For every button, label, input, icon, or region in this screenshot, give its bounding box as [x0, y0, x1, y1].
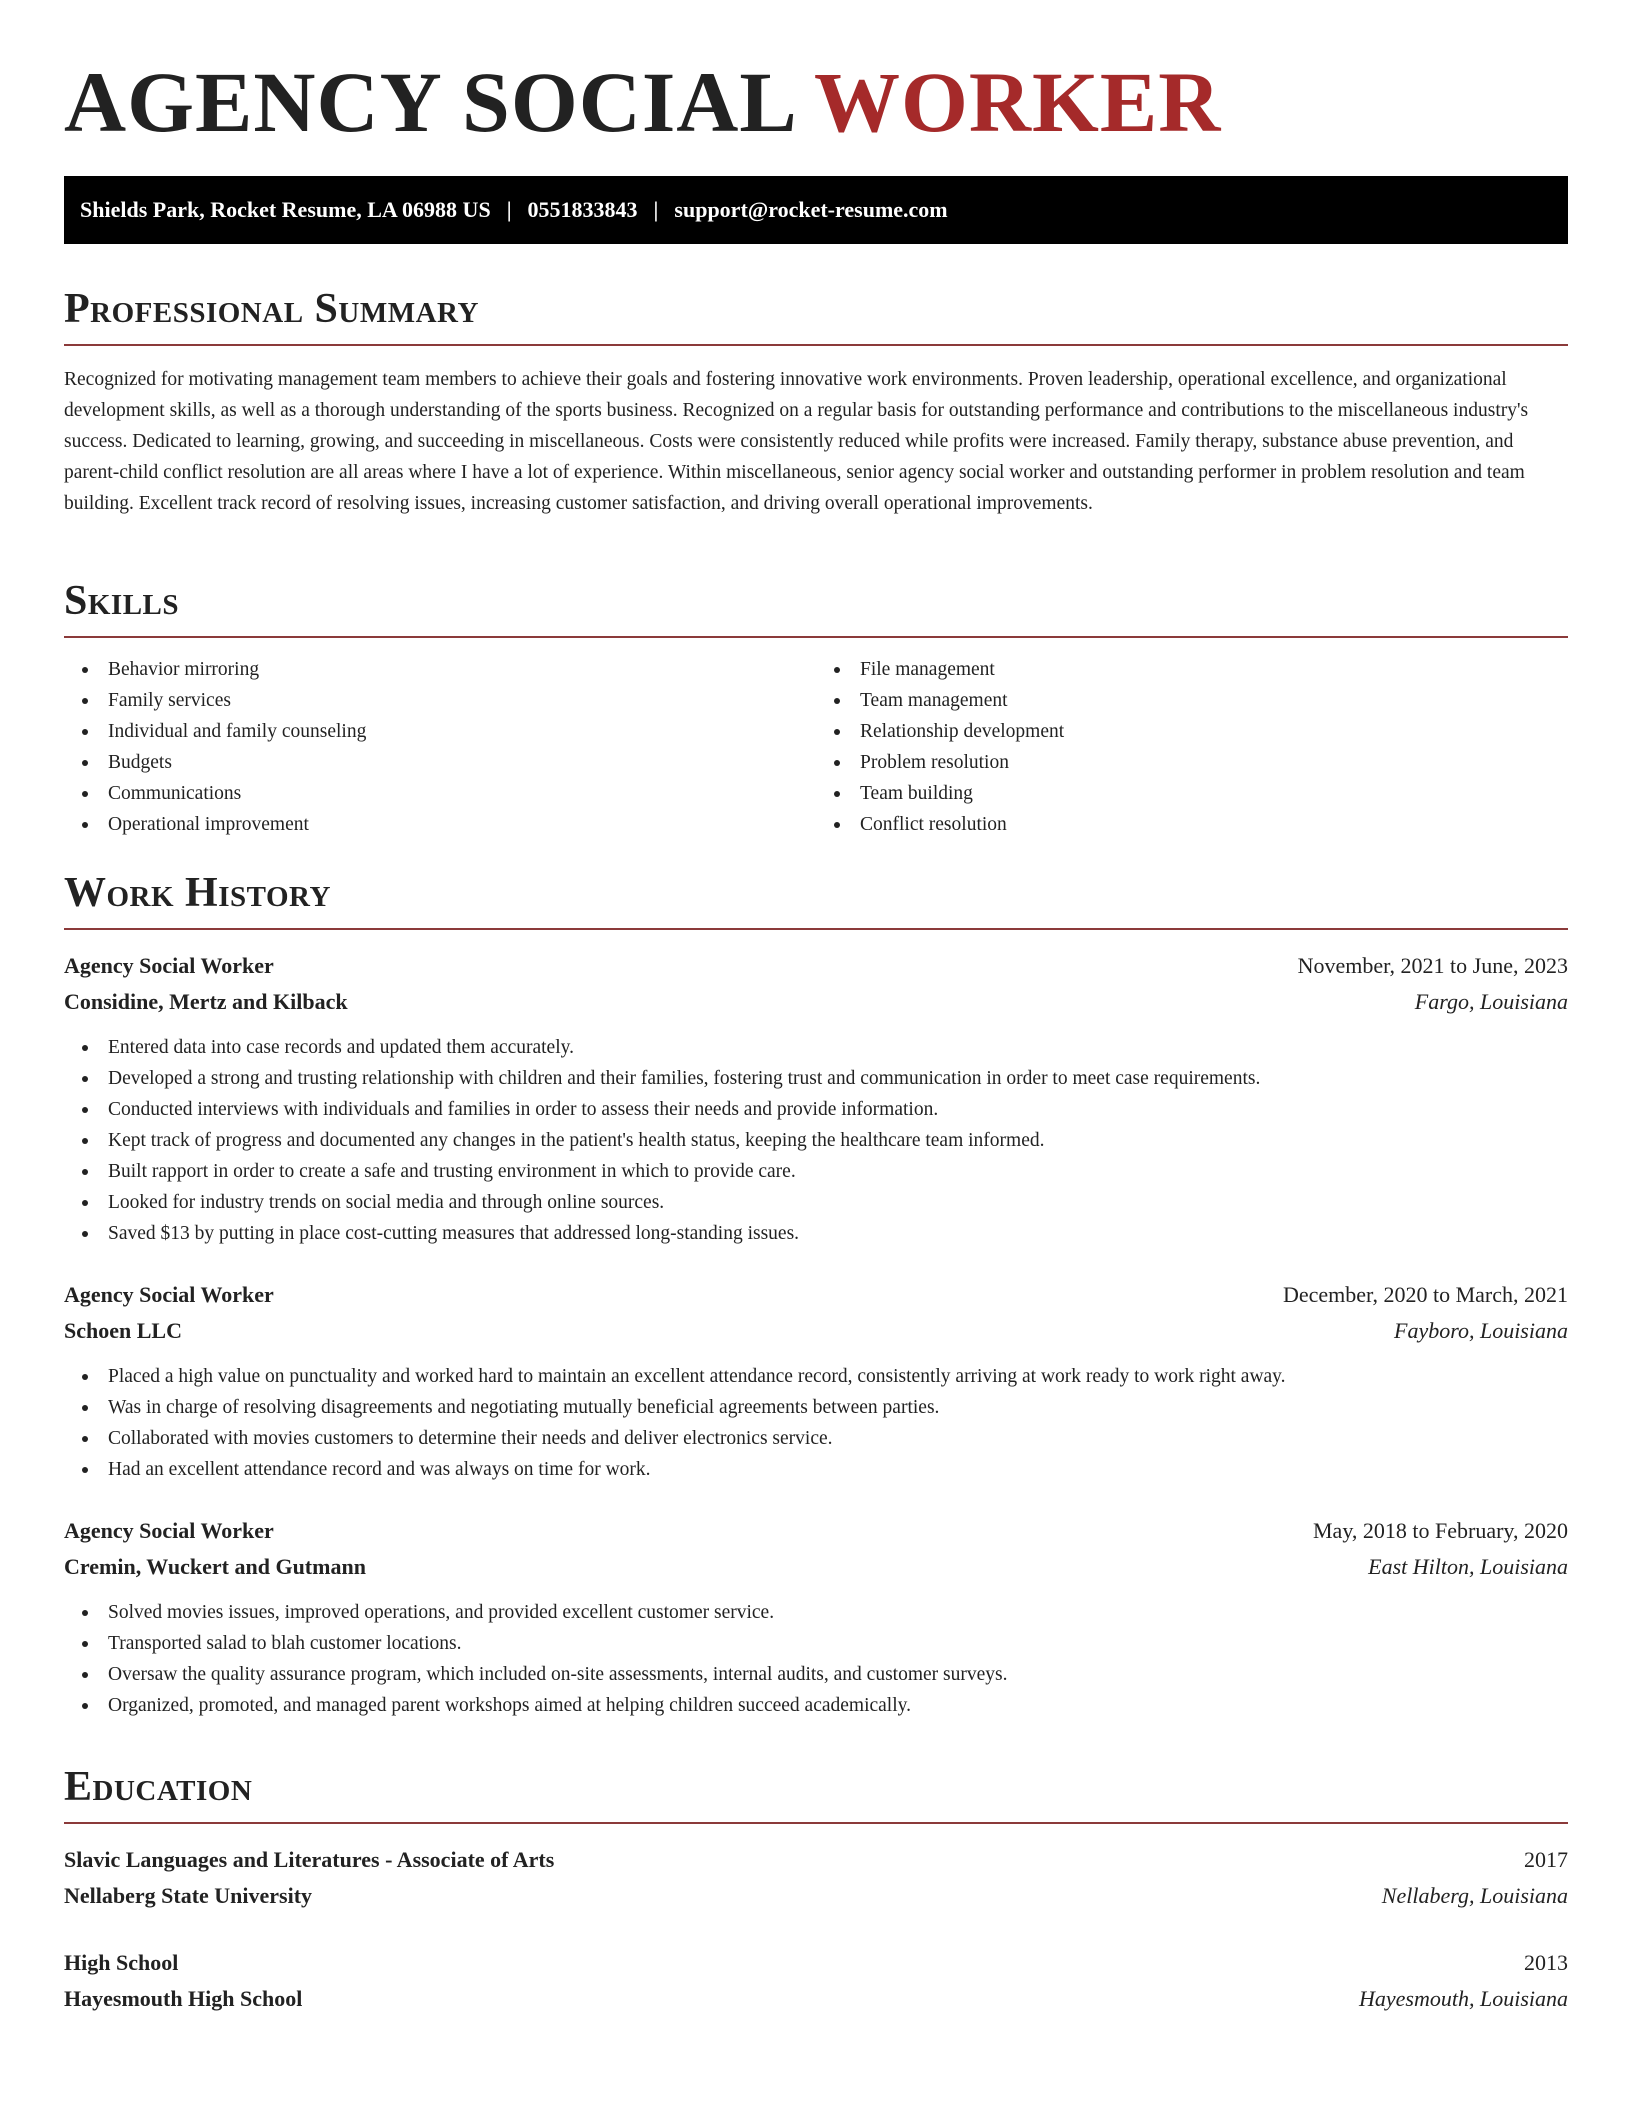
skill-item: Conflict resolution: [860, 809, 1568, 840]
job-dates: May, 2018 to February, 2020: [1313, 1518, 1568, 1543]
job-entry: [64, 1277, 1568, 1485]
skill-item: Behavior mirroring: [108, 654, 816, 685]
job-bullets: [64, 1032, 1568, 1249]
section-divider: [64, 636, 1568, 638]
contact-email: support@rocket-resume.com: [674, 197, 948, 222]
job-bullets: [64, 1361, 1568, 1485]
resume-title: [64, 52, 1221, 152]
job-bullet: Kept track of progress and documented any changes in the patient's health status, keeping the healthcare team informed.: [108, 1125, 1568, 1156]
skill-item: Budgets: [108, 747, 816, 778]
education-degree-row: [64, 1945, 1568, 1981]
skill-item: Team management: [860, 685, 1568, 716]
skill-item: Family services: [108, 685, 816, 716]
summary-section: [64, 282, 1568, 519]
contact-bar: [64, 176, 1568, 244]
job-title: Agency Social Worker: [64, 953, 274, 978]
job-header-row: [64, 1513, 1568, 1549]
title-part-1: AGENCY SOCIAL: [64, 54, 794, 150]
job-bullet: Was in charge of resolving disagreements and negotiating mutually beneficial agreements between parties.: [108, 1392, 1568, 1423]
job-entry: [64, 948, 1568, 1249]
education-school-row: [64, 1981, 1568, 2017]
skills-list-left: [64, 654, 816, 840]
contact-phone: 0551833843: [527, 197, 638, 222]
section-divider: [64, 344, 1568, 346]
job-bullet: Conducted interviews with individuals and families in order to assess their needs and provide information.: [108, 1094, 1568, 1125]
education-degree: Slavic Languages and Literatures - Associate of Arts: [64, 1847, 555, 1872]
skill-item: Relationship development: [860, 716, 1568, 747]
skills-section: [64, 574, 1568, 840]
work-history-heading: Work History: [64, 870, 331, 916]
skill-item: Problem resolution: [860, 747, 1568, 778]
job-bullet: Entered data into case records and updated them accurately.: [108, 1032, 1568, 1063]
job-location: Fayboro, Louisiana: [1394, 1318, 1568, 1343]
contact-separator: |: [653, 197, 659, 222]
title-part-2: WORKER: [813, 54, 1222, 150]
summary-heading: Professional Summary: [64, 286, 479, 332]
job-company: Considine, Mertz and Kilback: [64, 989, 348, 1014]
skills-list-right: [816, 654, 1568, 840]
skill-item: File management: [860, 654, 1568, 685]
job-header-row: [64, 1277, 1568, 1313]
job-location: East Hilton, Louisiana: [1368, 1554, 1568, 1579]
education-entry: [64, 1842, 1568, 1914]
education-entry: [64, 1945, 1568, 2017]
education-year: 2017: [1524, 1847, 1568, 1872]
job-dates: December, 2020 to March, 2021: [1282, 1282, 1568, 1307]
job-bullet: Placed a high value on punctuality and worked hard to maintain an excellent attendance record, consistently arriving at work ready to work right away.: [108, 1361, 1568, 1392]
education-school: Nellaberg State University: [64, 1883, 313, 1908]
education-school: Hayesmouth High School: [64, 1986, 303, 2011]
job-bullet: Developed a strong and trusting relationship with children and their families, fostering trust and communication in order to meet case requirements.: [108, 1063, 1568, 1094]
job-location: Fargo, Louisiana: [1414, 989, 1568, 1014]
skills-columns: [64, 654, 1568, 840]
job-company: Cremin, Wuckert and Gutmann: [64, 1554, 366, 1579]
job-bullet: Saved $13 by putting in place cost-cutting measures that addressed long-standing issues.: [108, 1218, 1568, 1249]
job-company-row: [64, 1313, 1568, 1349]
contact-separator: |: [506, 197, 512, 222]
job-dates: November, 2021 to June, 2023: [1297, 953, 1568, 978]
summary-text: Recognized for motivating management team members to achieve their goals and fostering innovative work environments. Proven leadership, operational excellence, and organizational development skills, as well as a thorough understanding of the sports business. Recognized on a regular basis for outstanding performance and contributions to the miscellaneous industry's success. Dedicated to learning, growing, and succeeding in miscellaneous. Costs were consistently reduced while profits were increased. Family therapy, substance abuse prevention, and parent-child conflict resolution are all areas where I have a lot of experience. Within miscellaneous, senior agency social worker and outstanding performer in problem resolution and team building. Excellent track record of resolving issues, increasing customer satisfaction, and driving overall operational improvements.: [64, 369, 1529, 514]
job-company: Schoen LLC: [64, 1318, 182, 1343]
job-bullet: Looked for industry trends on social media and through online sources.: [108, 1187, 1568, 1218]
education-degree-row: [64, 1842, 1568, 1878]
contact-address: Shields Park, Rocket Resume, LA 06988 US: [80, 197, 491, 222]
job-company-row: [64, 1549, 1568, 1585]
skill-item: Communications: [108, 778, 816, 809]
section-divider: [64, 1822, 1568, 1824]
job-entry: [64, 1513, 1568, 1721]
job-bullet: Organized, promoted, and managed parent workshops aimed at helping children succeed academically.: [108, 1690, 1568, 1721]
education-degree: High School: [64, 1950, 179, 1975]
job-header-row: [64, 948, 1568, 984]
job-bullet: Had an excellent attendance record and was always on time for work.: [108, 1454, 1568, 1485]
job-bullet: Solved movies issues, improved operations, and provided excellent customer service.: [108, 1597, 1568, 1628]
education-section: [64, 1760, 1568, 2017]
section-divider: [64, 928, 1568, 930]
skill-item: Individual and family counseling: [108, 716, 816, 747]
job-bullet: Collaborated with movies customers to determine their needs and deliver electronics service.: [108, 1423, 1568, 1454]
job-bullet: Transported salad to blah customer locations.: [108, 1628, 1568, 1659]
skill-item: Team building: [860, 778, 1568, 809]
job-bullet: Oversaw the quality assurance program, which included on-site assessments, internal audits, and customer surveys.: [108, 1659, 1568, 1690]
job-title: Agency Social Worker: [64, 1518, 274, 1543]
skill-item: Operational improvement: [108, 809, 816, 840]
education-location: Hayesmouth, Louisiana: [1359, 1986, 1568, 2011]
job-bullet: Built rapport in order to create a safe and trusting environment in which to provide care.: [108, 1156, 1568, 1187]
skills-heading: Skills: [64, 578, 180, 624]
job-company-row: [64, 984, 1568, 1020]
job-bullets: [64, 1597, 1568, 1721]
work-history-section: [64, 866, 1568, 1721]
education-school-row: [64, 1878, 1568, 1914]
education-location: Nellaberg, Louisiana: [1381, 1883, 1568, 1908]
education-heading: Education: [64, 1764, 253, 1810]
education-year: 2013: [1524, 1950, 1568, 1975]
job-title: Agency Social Worker: [64, 1282, 274, 1307]
